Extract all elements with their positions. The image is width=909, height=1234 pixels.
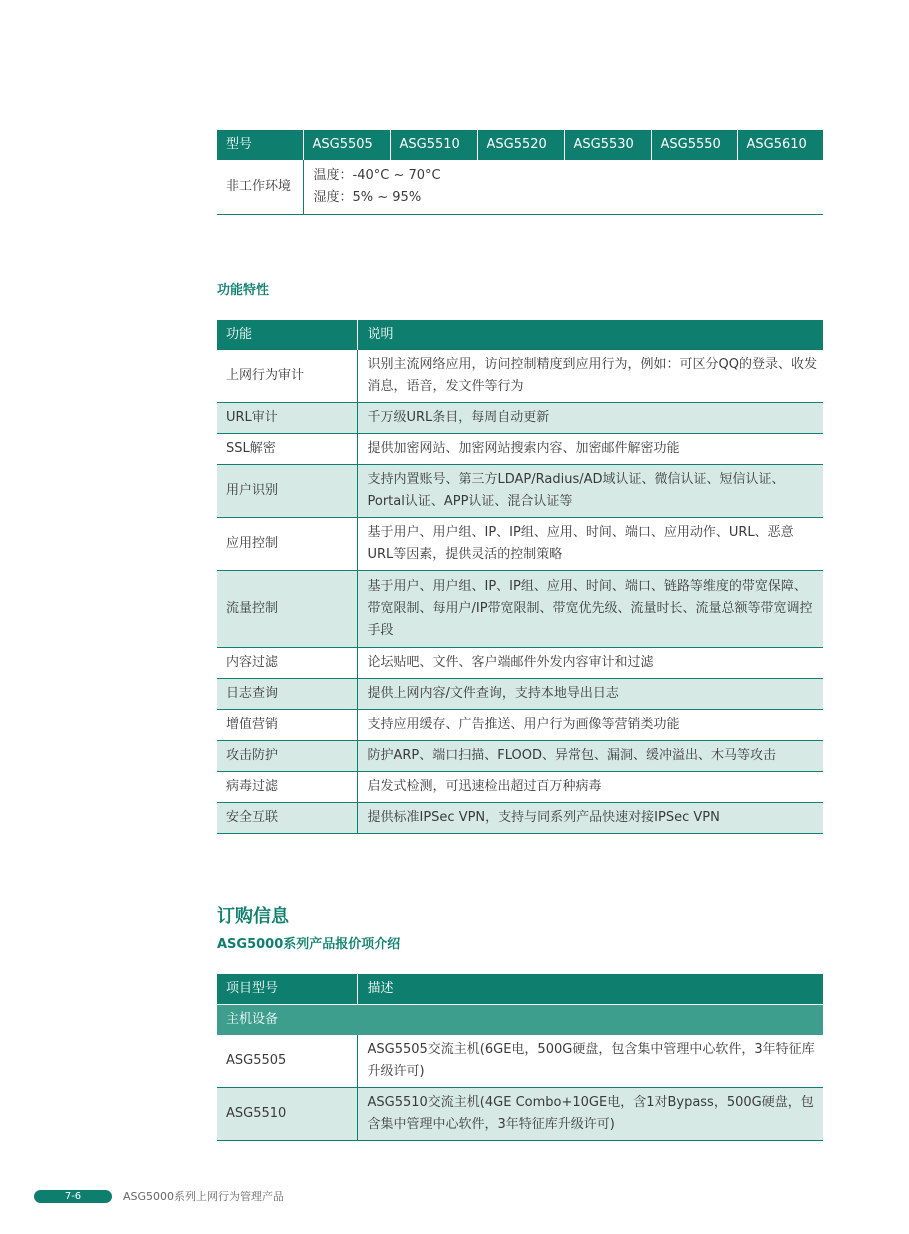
- product-model: ASG5505: [217, 1035, 357, 1088]
- product-model: ASG5510: [217, 1088, 357, 1141]
- table-row: [217, 1035, 823, 1088]
- ordering-title: 订购信息: [217, 906, 289, 927]
- row-label: 非工作环境: [217, 160, 303, 215]
- header-cell-asg5610: ASG5610: [737, 130, 823, 160]
- feature-description: 提供标准IPSec VPN，支持与同系列产品快速对接IPSec VPN: [357, 803, 823, 834]
- feature-name: 内容过滤: [217, 648, 357, 679]
- table-row: [217, 741, 823, 772]
- table-row: [217, 679, 823, 710]
- header-cell-model: 型号: [217, 130, 303, 160]
- row-value: [303, 160, 823, 215]
- table-row: [217, 518, 823, 571]
- header-cell-function: 功能: [217, 320, 357, 350]
- header-cell-asg5520: ASG5520: [477, 130, 564, 160]
- feature-name: SSL解密: [217, 434, 357, 465]
- temperature-line: 温度：-40°C ~ 70°C: [313, 168, 441, 183]
- features-section-title: 功能特性: [217, 283, 270, 298]
- feature-name: URL审计: [217, 403, 357, 434]
- ordering-table: [217, 974, 823, 1141]
- feature-name: 流量控制: [217, 571, 357, 648]
- feature-description: 论坛贴吧、文件、客户端邮件外发内容审计和过滤: [357, 648, 823, 679]
- group-row: [217, 1005, 823, 1036]
- feature-description: 识别主流网络应用，访问控制精度到应用行为，例如：可区分QQ的登录、收发消息，语音，发文件等行为: [357, 350, 823, 403]
- page-number: 7-6: [64, 1191, 82, 1202]
- table-row: [217, 350, 823, 403]
- header-cell-description: 描述: [357, 974, 823, 1005]
- feature-description: 提供上网内容/文件查询，支持本地导出日志: [357, 679, 823, 710]
- ordering-table-header: [217, 974, 823, 1005]
- table-row: [217, 710, 823, 741]
- feature-description: 基于用户、用户组、IP、IP组、应用、时间、端口、应用动作、URL、恶意URL等因素，提供灵活的控制策略: [357, 518, 823, 571]
- feature-name: 上网行为审计: [217, 350, 357, 403]
- feature-name: 日志查询: [217, 679, 357, 710]
- feature-description: 提供加密网站、加密网站搜索内容、加密邮件解密功能: [357, 434, 823, 465]
- feature-description: 支持内置账号、第三方LDAP/Radius/AD域认证、微信认证、短信认证、Portal认证、APP认证、混合认证等: [357, 465, 823, 518]
- feature-description: 防护ARP、端口扫描、FLOOD、异常包、漏洞、缓冲溢出、木马等攻击: [357, 741, 823, 772]
- table-row: [217, 803, 823, 834]
- table-row: [217, 465, 823, 518]
- table-row: [217, 403, 823, 434]
- table-row: [217, 434, 823, 465]
- feature-name: 病毒过滤: [217, 772, 357, 803]
- header-cell-asg5550: ASG5550: [651, 130, 737, 160]
- header-cell-item-model: 项目型号: [217, 974, 357, 1005]
- feature-description: 基于用户、用户组、IP、IP组、应用、时间、端口、链路等维度的带宽保障、带宽限制、每用户/IP带宽限制、带宽优先级、流量时长、流量总额等带宽调控手段: [357, 571, 823, 648]
- environment-table-header: [217, 130, 823, 160]
- footer-title: ASG5000系列上网行为管理产品: [123, 1190, 285, 1203]
- table-row: [217, 648, 823, 679]
- humidity-line: 湿度：5% ~ 95%: [313, 190, 422, 205]
- feature-description: 千万级URL条目，每周自动更新: [357, 403, 823, 434]
- ordering-subtitle: ASG5000系列产品报价项介绍: [217, 937, 401, 952]
- table-row: [217, 160, 823, 215]
- feature-name: 应用控制: [217, 518, 357, 571]
- table-row: [217, 571, 823, 648]
- table-row: [217, 1088, 823, 1141]
- feature-name: 用户识别: [217, 465, 357, 518]
- feature-description: 支持应用缓存、广告推送、用户行为画像等营销类功能: [357, 710, 823, 741]
- product-description: ASG5505交流主机(6GE电，500G硬盘，包含集中管理中心软件，3年特征库升级许可): [357, 1035, 823, 1088]
- features-table: [217, 320, 823, 834]
- group-label: 主机设备: [217, 1005, 823, 1036]
- features-table-header: [217, 320, 823, 350]
- feature-name: 攻击防护: [217, 741, 357, 772]
- product-description: ASG5510交流主机(4GE Combo+10GE电，含1对Bypass，500G硬盘，包含集中管理中心软件，3年特征库升级许可): [357, 1088, 823, 1141]
- header-cell-asg5530: ASG5530: [564, 130, 651, 160]
- table-row: [217, 772, 823, 803]
- environment-table: [217, 130, 823, 215]
- header-cell-asg5510: ASG5510: [390, 130, 477, 160]
- header-cell-asg5505: ASG5505: [303, 130, 390, 160]
- feature-name: 安全互联: [217, 803, 357, 834]
- header-cell-description: 说明: [357, 320, 823, 350]
- feature-name: 增值营销: [217, 710, 357, 741]
- feature-description: 启发式检测，可迅速检出超过百万种病毒: [357, 772, 823, 803]
